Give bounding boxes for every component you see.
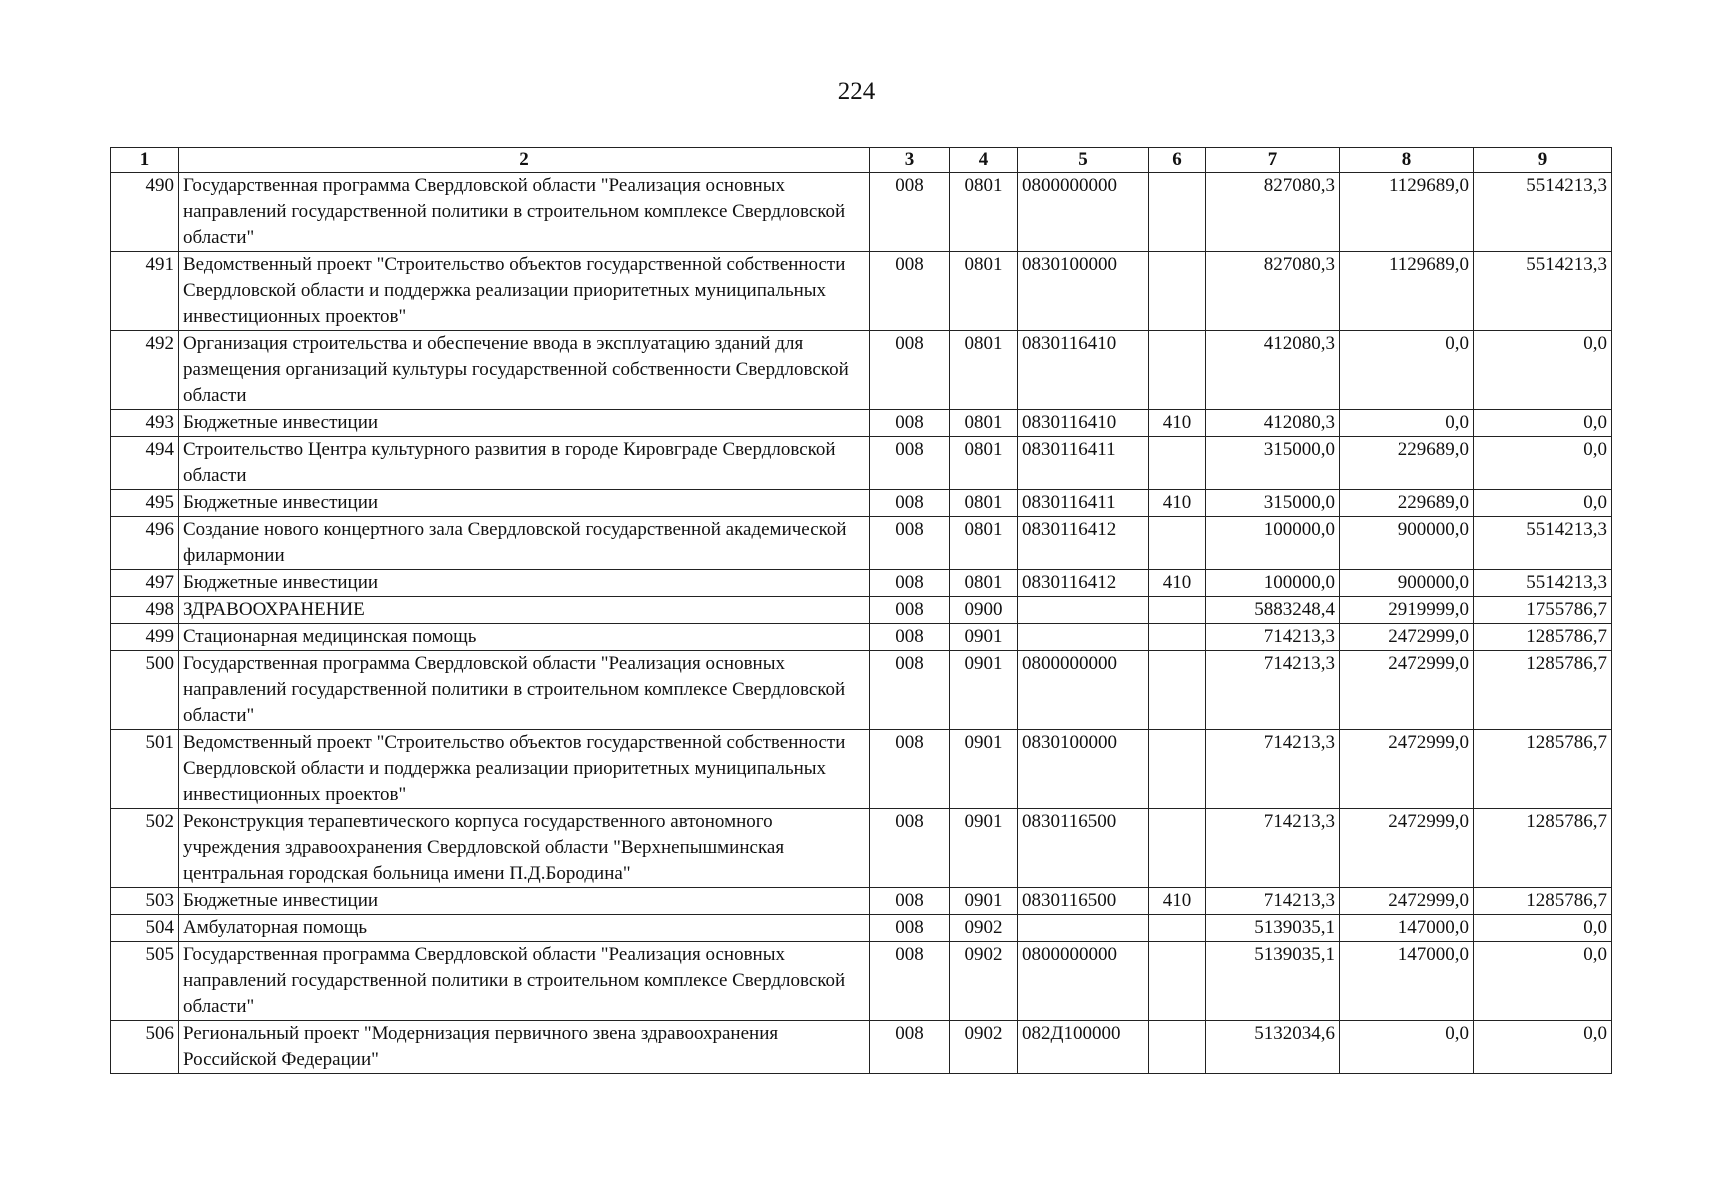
row-number-cell: 498 [111, 597, 179, 624]
item-name-cell: Организация строительства и обеспечение ввода в эксплуатацию зданий для размещения организаций культуры государственной собственности Свердловской области [179, 331, 870, 410]
expense-type-cell [1149, 809, 1206, 888]
target-code-cell: 0800000000 [1018, 942, 1149, 1021]
item-name-cell: Государственная программа Свердловской области "Реализация основных направлений государственной политики в строительном комплексе Свердловской области" [179, 942, 870, 1021]
amount-col8-cell: 1129689,0 [1340, 252, 1474, 331]
amount-col8-cell: 900000,0 [1340, 517, 1474, 570]
amount-col9-cell: 1285786,7 [1474, 809, 1612, 888]
item-name-cell: Бюджетные инвестиции [179, 490, 870, 517]
row-number-cell: 490 [111, 173, 179, 252]
table-row [111, 651, 1612, 730]
amount-col7-cell: 714213,3 [1206, 888, 1340, 915]
target-code-cell: 0830116411 [1018, 490, 1149, 517]
amount-col7-cell: 315000,0 [1206, 490, 1340, 517]
table-row [111, 730, 1612, 809]
section-code-cell: 0901 [950, 809, 1018, 888]
ministry-code-cell: 008 [870, 915, 950, 942]
ministry-code-cell: 008 [870, 517, 950, 570]
item-name-cell: Стационарная медицинская помощь [179, 624, 870, 651]
amount-col9-cell: 0,0 [1474, 410, 1612, 437]
item-name-cell: Региональный проект "Модернизация первичного звена здравоохранения Российской Федерации" [179, 1021, 870, 1074]
column-header: 4 [950, 148, 1018, 173]
section-code-cell: 0902 [950, 942, 1018, 1021]
row-number-cell: 493 [111, 410, 179, 437]
row-number-cell: 505 [111, 942, 179, 1021]
amount-col8-cell: 1129689,0 [1340, 173, 1474, 252]
amount-col8-cell: 229689,0 [1340, 437, 1474, 490]
row-number-cell: 491 [111, 252, 179, 331]
expense-type-cell: 410 [1149, 888, 1206, 915]
target-code-cell: 0830116410 [1018, 410, 1149, 437]
target-code-cell: 0830116500 [1018, 809, 1149, 888]
item-name-cell: Бюджетные инвестиции [179, 410, 870, 437]
target-code-cell [1018, 624, 1149, 651]
item-name-cell: Строительство Центра культурного развития в городе Кировграде Свердловской области [179, 437, 870, 490]
amount-col7-cell: 412080,3 [1206, 331, 1340, 410]
ministry-code-cell: 008 [870, 173, 950, 252]
row-number-cell: 497 [111, 570, 179, 597]
table-row [111, 942, 1612, 1021]
row-number-cell: 502 [111, 809, 179, 888]
column-header: 8 [1340, 148, 1474, 173]
target-code-cell: 0830116410 [1018, 331, 1149, 410]
table-row [111, 490, 1612, 517]
column-header: 7 [1206, 148, 1340, 173]
item-name-cell: Амбулаторная помощь [179, 915, 870, 942]
ministry-code-cell: 008 [870, 809, 950, 888]
amount-col9-cell: 1285786,7 [1474, 651, 1612, 730]
amount-col9-cell: 0,0 [1474, 915, 1612, 942]
target-code-cell: 082Д100000 [1018, 1021, 1149, 1074]
amount-col8-cell: 229689,0 [1340, 490, 1474, 517]
item-name-cell: Бюджетные инвестиции [179, 570, 870, 597]
table-row [111, 915, 1612, 942]
amount-col9-cell: 1755786,7 [1474, 597, 1612, 624]
amount-col7-cell: 714213,3 [1206, 624, 1340, 651]
row-number-cell: 494 [111, 437, 179, 490]
column-header: 2 [179, 148, 870, 173]
expense-type-cell [1149, 517, 1206, 570]
expense-type-cell [1149, 252, 1206, 331]
amount-col8-cell: 147000,0 [1340, 915, 1474, 942]
table-row [111, 624, 1612, 651]
target-code-cell: 0830116411 [1018, 437, 1149, 490]
item-name-cell: Ведомственный проект "Строительство объектов государственной собственности Свердловской области и поддержка реализации приоритетных муниципальных инвестиционных проектов" [179, 730, 870, 809]
amount-col8-cell: 147000,0 [1340, 942, 1474, 1021]
expense-type-cell [1149, 437, 1206, 490]
column-header: 3 [870, 148, 950, 173]
table-row [111, 1021, 1612, 1074]
amount-col7-cell: 100000,0 [1206, 570, 1340, 597]
table-row [111, 331, 1612, 410]
amount-col7-cell: 714213,3 [1206, 730, 1340, 809]
target-code-cell: 0830116412 [1018, 570, 1149, 597]
row-number-cell: 504 [111, 915, 179, 942]
item-name-cell: Ведомственный проект "Строительство объектов государственной собственности Свердловской области и поддержка реализации приоритетных муниципальных инвестиционных проектов" [179, 252, 870, 331]
item-name-cell: Создание нового концертного зала Свердловской государственной академической филармонии [179, 517, 870, 570]
item-name-cell: ЗДРАВООХРАНЕНИЕ [179, 597, 870, 624]
amount-col7-cell: 315000,0 [1206, 437, 1340, 490]
row-number-cell: 506 [111, 1021, 179, 1074]
table-row [111, 173, 1612, 252]
ministry-code-cell: 008 [870, 1021, 950, 1074]
table-row [111, 570, 1612, 597]
row-number-cell: 496 [111, 517, 179, 570]
section-code-cell: 0901 [950, 730, 1018, 809]
column-header: 6 [1149, 148, 1206, 173]
amount-col9-cell: 0,0 [1474, 942, 1612, 1021]
ministry-code-cell: 008 [870, 410, 950, 437]
row-number-cell: 501 [111, 730, 179, 809]
table-row [111, 809, 1612, 888]
expense-type-cell [1149, 915, 1206, 942]
amount-col9-cell: 0,0 [1474, 490, 1612, 517]
section-code-cell: 0902 [950, 915, 1018, 942]
target-code-cell: 0830116500 [1018, 888, 1149, 915]
table-row [111, 410, 1612, 437]
target-code-cell [1018, 915, 1149, 942]
amount-col9-cell: 5514213,3 [1474, 173, 1612, 252]
ministry-code-cell: 008 [870, 570, 950, 597]
ministry-code-cell: 008 [870, 490, 950, 517]
amount-col9-cell: 0,0 [1474, 331, 1612, 410]
ministry-code-cell: 008 [870, 730, 950, 809]
amount-col8-cell: 2472999,0 [1340, 624, 1474, 651]
table-row [111, 597, 1612, 624]
section-code-cell: 0801 [950, 331, 1018, 410]
table-body [111, 173, 1612, 1074]
row-number-cell: 500 [111, 651, 179, 730]
table-row [111, 517, 1612, 570]
ministry-code-cell: 008 [870, 942, 950, 1021]
section-code-cell: 0801 [950, 570, 1018, 597]
amount-col8-cell: 0,0 [1340, 410, 1474, 437]
row-number-cell: 495 [111, 490, 179, 517]
target-code-cell: 0800000000 [1018, 651, 1149, 730]
table-row [111, 252, 1612, 331]
target-code-cell: 0830100000 [1018, 730, 1149, 809]
section-code-cell: 0902 [950, 1021, 1018, 1074]
amount-col7-cell: 5883248,4 [1206, 597, 1340, 624]
amount-col8-cell: 2472999,0 [1340, 730, 1474, 809]
amount-col7-cell: 827080,3 [1206, 252, 1340, 331]
amount-col8-cell: 900000,0 [1340, 570, 1474, 597]
ministry-code-cell: 008 [870, 252, 950, 331]
target-code-cell: 0800000000 [1018, 173, 1149, 252]
amount-col7-cell: 714213,3 [1206, 651, 1340, 730]
amount-col9-cell: 0,0 [1474, 437, 1612, 490]
expense-type-cell [1149, 331, 1206, 410]
item-name-cell: Государственная программа Свердловской области "Реализация основных направлений государственной политики в строительном комплексе Свердловской области" [179, 173, 870, 252]
ministry-code-cell: 008 [870, 624, 950, 651]
table-row [111, 888, 1612, 915]
amount-col9-cell: 1285786,7 [1474, 888, 1612, 915]
expense-type-cell [1149, 730, 1206, 809]
expense-type-cell: 410 [1149, 410, 1206, 437]
amount-col8-cell: 2472999,0 [1340, 888, 1474, 915]
section-code-cell: 0901 [950, 624, 1018, 651]
header-row [111, 148, 1612, 173]
amount-col7-cell: 714213,3 [1206, 809, 1340, 888]
amount-col8-cell: 0,0 [1340, 1021, 1474, 1074]
column-header: 5 [1018, 148, 1149, 173]
section-code-cell: 0801 [950, 490, 1018, 517]
amount-col9-cell: 5514213,3 [1474, 570, 1612, 597]
budget-table [110, 147, 1612, 1074]
column-header: 1 [111, 148, 179, 173]
amount-col8-cell: 2472999,0 [1340, 809, 1474, 888]
amount-col9-cell: 1285786,7 [1474, 730, 1612, 809]
ministry-code-cell: 008 [870, 888, 950, 915]
expense-type-cell [1149, 173, 1206, 252]
amount-col7-cell: 5132034,6 [1206, 1021, 1340, 1074]
amount-col9-cell: 5514213,3 [1474, 252, 1612, 331]
section-code-cell: 0801 [950, 173, 1018, 252]
amount-col7-cell: 100000,0 [1206, 517, 1340, 570]
ministry-code-cell: 008 [870, 437, 950, 490]
amount-col8-cell: 2472999,0 [1340, 651, 1474, 730]
expense-type-cell [1149, 624, 1206, 651]
expense-type-cell [1149, 1021, 1206, 1074]
expense-type-cell: 410 [1149, 490, 1206, 517]
amount-col7-cell: 412080,3 [1206, 410, 1340, 437]
section-code-cell: 0901 [950, 888, 1018, 915]
row-number-cell: 492 [111, 331, 179, 410]
expense-type-cell [1149, 597, 1206, 624]
amount-col9-cell: 1285786,7 [1474, 624, 1612, 651]
section-code-cell: 0901 [950, 651, 1018, 730]
target-code-cell [1018, 597, 1149, 624]
column-header: 9 [1474, 148, 1612, 173]
expense-type-cell [1149, 651, 1206, 730]
section-code-cell: 0801 [950, 252, 1018, 331]
expense-type-cell: 410 [1149, 570, 1206, 597]
amount-col8-cell: 0,0 [1340, 331, 1474, 410]
item-name-cell: Государственная программа Свердловской области "Реализация основных направлений государственной политики в строительном комплексе Свердловской области" [179, 651, 870, 730]
section-code-cell: 0900 [950, 597, 1018, 624]
target-code-cell: 0830100000 [1018, 252, 1149, 331]
amount-col8-cell: 2919999,0 [1340, 597, 1474, 624]
section-code-cell: 0801 [950, 437, 1018, 490]
item-name-cell: Бюджетные инвестиции [179, 888, 870, 915]
ministry-code-cell: 008 [870, 597, 950, 624]
expense-type-cell [1149, 942, 1206, 1021]
amount-col7-cell: 5139035,1 [1206, 915, 1340, 942]
page-number: 224 [837, 78, 876, 105]
row-number-cell: 503 [111, 888, 179, 915]
amount-col7-cell: 5139035,1 [1206, 942, 1340, 1021]
ministry-code-cell: 008 [870, 331, 950, 410]
target-code-cell: 0830116412 [1018, 517, 1149, 570]
amount-col9-cell: 5514213,3 [1474, 517, 1612, 570]
table-row [111, 437, 1612, 490]
section-code-cell: 0801 [950, 410, 1018, 437]
amount-col7-cell: 827080,3 [1206, 173, 1340, 252]
row-number-cell: 499 [111, 624, 179, 651]
ministry-code-cell: 008 [870, 651, 950, 730]
item-name-cell: Реконструкция терапевтического корпуса государственного автономного учреждения здравоохранения Свердловской области "Верхнепышминская центральная городская больница имени П.Д.Бородина" [179, 809, 870, 888]
section-code-cell: 0801 [950, 517, 1018, 570]
amount-col9-cell: 0,0 [1474, 1021, 1612, 1074]
